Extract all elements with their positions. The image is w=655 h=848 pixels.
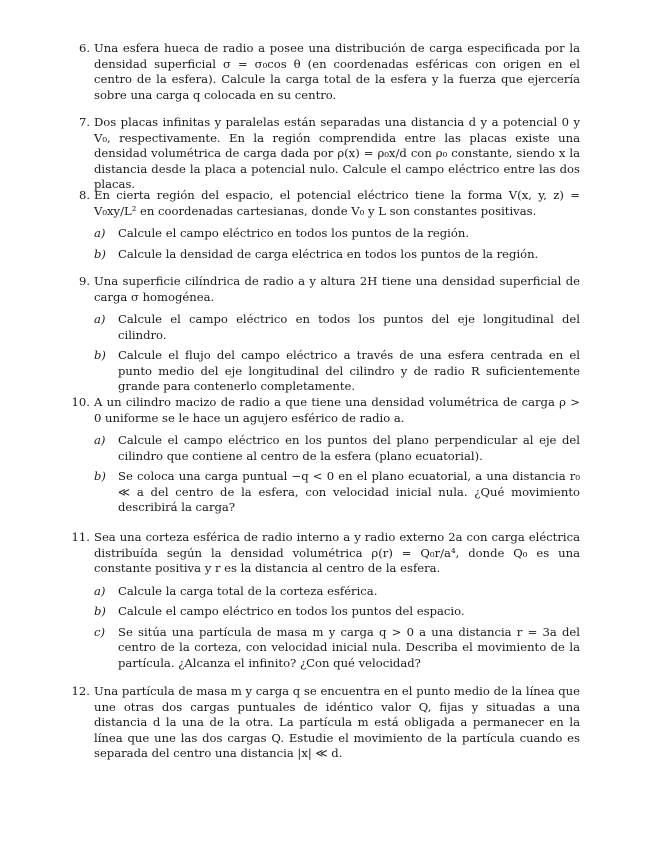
subitem-label: a) <box>94 226 106 240</box>
subitem-label: a) <box>94 433 106 447</box>
problem-text: Una esfera hueca de radio a posee una distribución de carga especificada por la densidad superficial σ = σ₀cos θ (en coordenadas esféricas con origen en el centro de la esfera). Calcule la carga total de la esfera y la fuerza que ejercería sobre una carga q colocada en su centro. <box>94 41 580 102</box>
problem-text: Una superficie cilíndrica de radio a y altura 2H tiene una densidad superficial de carga σ homogénea. <box>94 274 580 304</box>
subitem-text: Se sitúa una partícula de masa m y carga q > 0 a una distancia r = 3a del centro de la corteza, con velocidad inicial nula. Describa el movimiento de la partícula. ¿Alcanza el infinito? ¿Con qué velocidad? <box>118 624 580 670</box>
problem-7 <box>70 115 580 193</box>
problem-number: 11. <box>71 530 90 544</box>
subitem <box>94 433 580 464</box>
subitem-text: Calcule el campo eléctrico en todos los puntos del espacio. <box>118 604 465 618</box>
subitem <box>94 312 580 343</box>
subitem <box>94 625 580 672</box>
problem-number: 8. <box>78 188 90 202</box>
problem-text: Dos placas infinitas y paralelas están separadas una distancia d y a potencial 0 y V₀, respectivamente. En la región comprendida entre las placas existe una densidad volumétrica de carga dada por ρ(x) = ρ₀x/d con ρ₀ constante, siendo x la distancia desde la placa a potencial nulo. Calcule el campo eléctrico entre las dos placas. <box>94 115 580 191</box>
problem-text: A un cilindro macizo de radio a que tiene una densidad volumétrica de carga ρ > 0 uniforme se le hace un agujero esférico de radio a. <box>94 395 580 425</box>
subitem-text: Calcule la carga total de la corteza esférica. <box>118 583 378 598</box>
subitem <box>94 469 580 516</box>
problem-11 <box>70 530 580 671</box>
subitem-text: Calcule el flujo del campo eléctrico a través de una esfera centrada en el punto medio del eje longitudinal del cilindro y de radio R suficientemente grande para contenerlo completamente. <box>118 348 580 393</box>
subitem-text: Calcule el campo eléctrico en todos los puntos de la región. <box>118 226 470 240</box>
problem-9 <box>70 274 580 395</box>
problem-number: 6. <box>78 41 90 55</box>
subitem <box>94 584 580 600</box>
problem-number: 12. <box>71 684 90 698</box>
subitem-label: b) <box>94 604 106 618</box>
subitem-label: b) <box>94 469 106 483</box>
problem-12 <box>70 684 580 762</box>
subitem-label: a) <box>94 312 106 326</box>
subitem-text: Calcule la densidad de carga eléctrica en todos los puntos de la región. <box>118 246 539 261</box>
problem-text: En cierta región del espacio, el potencial eléctrico tiene la forma V(x, y, z) = V₀xy/L² en coordenadas cartesianas, donde V₀ y L son constantes positivas. <box>94 188 580 218</box>
subitem <box>94 348 580 395</box>
subitem-list <box>70 312 580 395</box>
subitem-list <box>70 226 580 262</box>
problem-number: 9. <box>78 274 90 288</box>
problem-8 <box>70 188 580 262</box>
problem-number: 7. <box>78 115 90 129</box>
subitem <box>94 604 580 620</box>
subitem-text: Calcule el campo eléctrico en todos los puntos del eje longitudinal del cilindro. <box>118 312 580 342</box>
subitem-label: b) <box>94 246 106 261</box>
subitem-text: Se coloca una carga puntual −q < 0 en el plano ecuatorial, a una distancia r₀ ≪ a del centro de la esfera, con velocidad inicial nula. ¿Qué movimiento describirá la carga? <box>118 469 580 514</box>
subitem-list <box>70 433 580 516</box>
subitem <box>94 247 580 263</box>
subitem-list <box>70 584 580 672</box>
subitem <box>94 226 580 242</box>
subitem-text: Calcule el campo eléctrico en los puntos del plano perpendicular al eje del cilindro que contiene al centro de la esfera (plano ecuatorial). <box>118 433 580 463</box>
problem-text: Sea una corteza esférica de radio interno a y radio externo 2a con carga eléctrica distribuída según la densidad volumétrica ρ(r) = Q₀r/a⁴, donde Q₀ es una constante positiva y r es la distancia al centro de la esfera. <box>94 530 580 575</box>
subitem-label: b) <box>94 348 106 362</box>
problem-number: 10. <box>71 395 90 409</box>
subitem-label: c) <box>94 624 106 639</box>
problem-text: Una partícula de masa m y carga q se encuentra en el punto medio de la línea que une otras dos cargas puntuales de idéntico valor Q, fijas y situadas a una distancia d la una de la otra. La partícula m está obligada a permanecer en la línea que une las dos cargas Q. Estudie el movimiento de la partícula cuando es separada del centro una distancia |x| ≪ d. <box>94 684 580 760</box>
problem-6 <box>70 41 580 103</box>
subitem-label: a) <box>94 583 106 598</box>
problem-10 <box>70 395 580 516</box>
